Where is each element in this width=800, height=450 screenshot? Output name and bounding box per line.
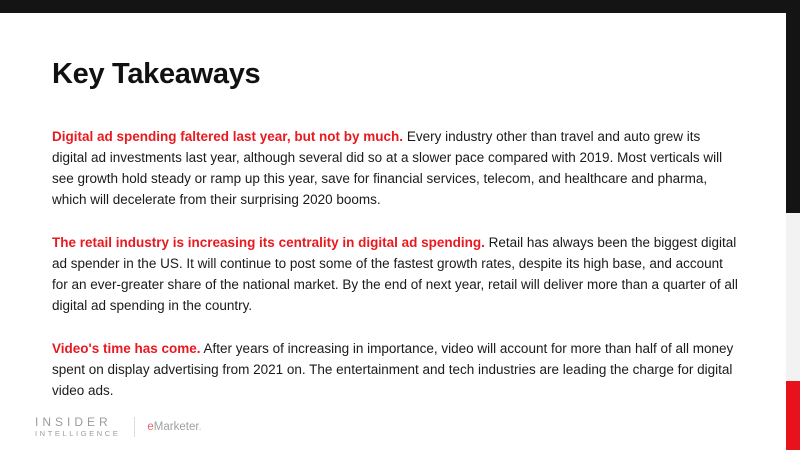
insider-logo-line1: INSIDER — [35, 415, 112, 429]
right-accent-stripe — [786, 13, 800, 450]
stripe-segment-black — [786, 13, 800, 213]
emarketer-logo-e: e — [147, 421, 154, 433]
logo-divider — [134, 417, 135, 437]
stripe-segment-red — [786, 381, 800, 450]
page-title: Key Takeaways — [52, 58, 261, 90]
insider-intelligence-logo — [35, 416, 120, 438]
stripe-segment-gray — [786, 213, 800, 381]
emarketer-logo-dot: . — [198, 421, 202, 433]
emarketer-logo — [147, 421, 201, 433]
takeaway-2-body: Retail has always been the biggest digital ad spender in the US. It will continue to post some of the fastest growth rates, despite its high base, and account for an ever-greater share of the national market. By the end of next year, retail will deliver more than a quarter of all digital ad spending in the country. — [52, 235, 738, 313]
takeaway-paragraph-3 — [52, 338, 738, 401]
insider-logo-line2: INTELLIGENCE — [35, 429, 121, 438]
takeaway-1-body: Every industry other than travel and auto grew its digital ad investments last year, although several did so at a slower pace compared with 2019. Most verticals will see growth hold steady or ramp up this year, save for financial services, telecom, and healthcare and pharma, which will decelerate from their surprising 2020 booms. — [52, 129, 723, 207]
takeaway-1-lead: Digital ad spending faltered last year, but not by much. — [52, 129, 404, 144]
takeaway-3-lead: Video's time has come. — [52, 341, 201, 356]
slide-content — [52, 0, 738, 401]
takeaway-2-lead: The retail industry is increasing its centrality in digital ad spending. — [52, 235, 485, 250]
emarketer-logo-rest: Marketer — [153, 421, 199, 433]
takeaway-paragraph-2 — [52, 232, 738, 316]
takeaway-paragraph-1 — [52, 126, 738, 210]
takeaway-3-body: After years of increasing in importance, video will account for more than half of all money spent on display advertising from 2021 on. The entertainment and tech industries are leading the charge for digital video ads. — [52, 341, 734, 398]
footer-brand — [35, 416, 202, 438]
